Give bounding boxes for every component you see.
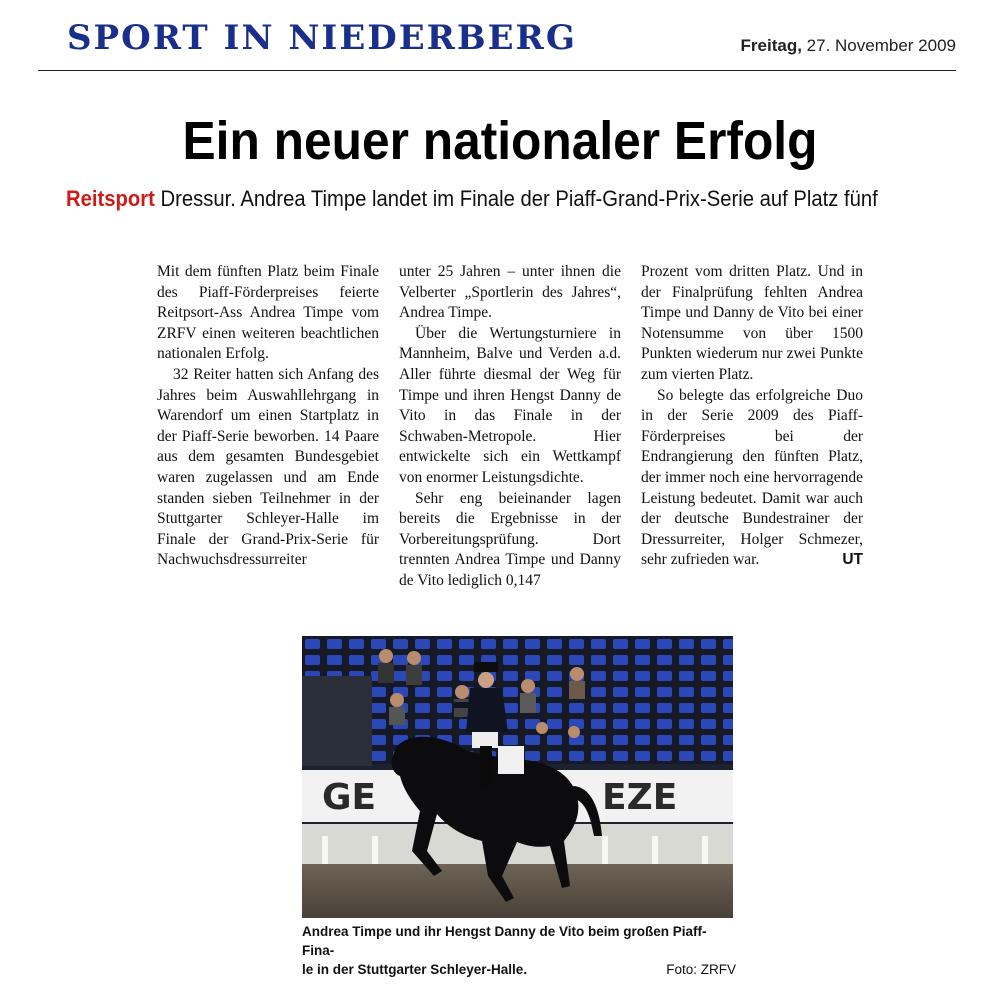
paragraph: 32 Reiter hatten sich Anfang des Jahres beim Auswahllehrgang in Warendorf um einen Startplatz in der Piaff-Serie beworben. 14 Paare aus dem gesamten Bundesgebiet waren zugelassen und am Ende standen sieben Teilnehmer in der Stuttgarter Schleyer-Halle im Finale der Grand-Prix-Serie für Nachwuchsdressurreiter [157, 365, 379, 569]
paragraph: unter 25 Jahren – unter ihnen die Velberter „Sportlerin des Jahres“, Andrea Timpe. [399, 263, 621, 322]
article-photo [302, 636, 733, 918]
paragraph: Mit dem fünften Platz beim Finale des Piaff-Förderpreises feierte Reitpsort-Ass Andrea Timpe vom ZRFV einen weiteren beachtlichen nationalen Erfolg. [157, 263, 379, 363]
subhead [66, 184, 878, 214]
aisle [302, 676, 372, 766]
header-rule [38, 70, 956, 71]
dressage-photo-illustration [302, 636, 733, 918]
article-column-3 [641, 262, 863, 571]
subhead-text: Dressur. Andrea Timpe landet im Finale der Piaff-Grand-Prix-Serie auf Platz fünf [154, 186, 878, 211]
banner-text-right: EZE [602, 777, 678, 818]
masthead: SPORT IN NIEDERBERG [67, 18, 577, 58]
author-signature: UT [842, 551, 863, 569]
date-rest: 27. November 2009 [801, 36, 956, 55]
caption-line-1: Andrea Timpe und ihr Hengst Danny de Vito beim großen Piaff-Fina- [302, 924, 707, 958]
photo-caption [302, 922, 736, 979]
paragraph: Prozent vom dritten Platz. Und in der Finalprüfung fehlten Andrea Timpe und Danny de Vito bei einer Notensumme von über 1500 Punkten wiederum nur zwei Punkte zum vierten Platz. [641, 263, 863, 383]
paragraph: Sehr eng beieinander lagen bereits die Ergebnisse in der Vorbereitungsprüfung. Dort trennten Andrea Timpe und Danny de Vito lediglich 0,147 [399, 489, 621, 589]
photo-credit: Foto: ZRFV [666, 962, 736, 977]
paragraph-text: So belegte das erfolgreiche Duo in der Serie 2009 des Piaff-Förderpreises bei der Endrangierung den fünften Platz, der immer noch eine hervorragende Leistung bedeutet. Damit war auch der deutsche Bundestrainer der Dressurreiter, Holger Schmezer, sehr zufrieden war. [641, 386, 863, 569]
kicker: Reitsport [66, 186, 155, 211]
article-column-2 [399, 262, 621, 592]
paragraph: Über die Wertungsturniere in Mannheim, Balve und Verden a.d. Aller führte diesmal der Weg für Timpe und ihren Hengst Danny de Vito in das Finale in der Schwaben-Metropole. Hier entwickelte sich ein Wettkampf von enormer Leistungsdichte. [399, 324, 621, 486]
headline: Ein neuer nationaler Erfolg [182, 111, 818, 171]
caption-line-2: le in der Stuttgarter Schleyer-Halle. [302, 962, 528, 977]
date-day: Freitag, [740, 36, 802, 55]
arena-floor [302, 864, 733, 918]
banner-text-left: GE [322, 777, 377, 818]
article-column-1 [157, 262, 379, 571]
paragraph [641, 386, 863, 571]
publication-date [741, 36, 956, 56]
caption-line-2-row [302, 960, 736, 979]
saddle-pad [498, 746, 524, 774]
